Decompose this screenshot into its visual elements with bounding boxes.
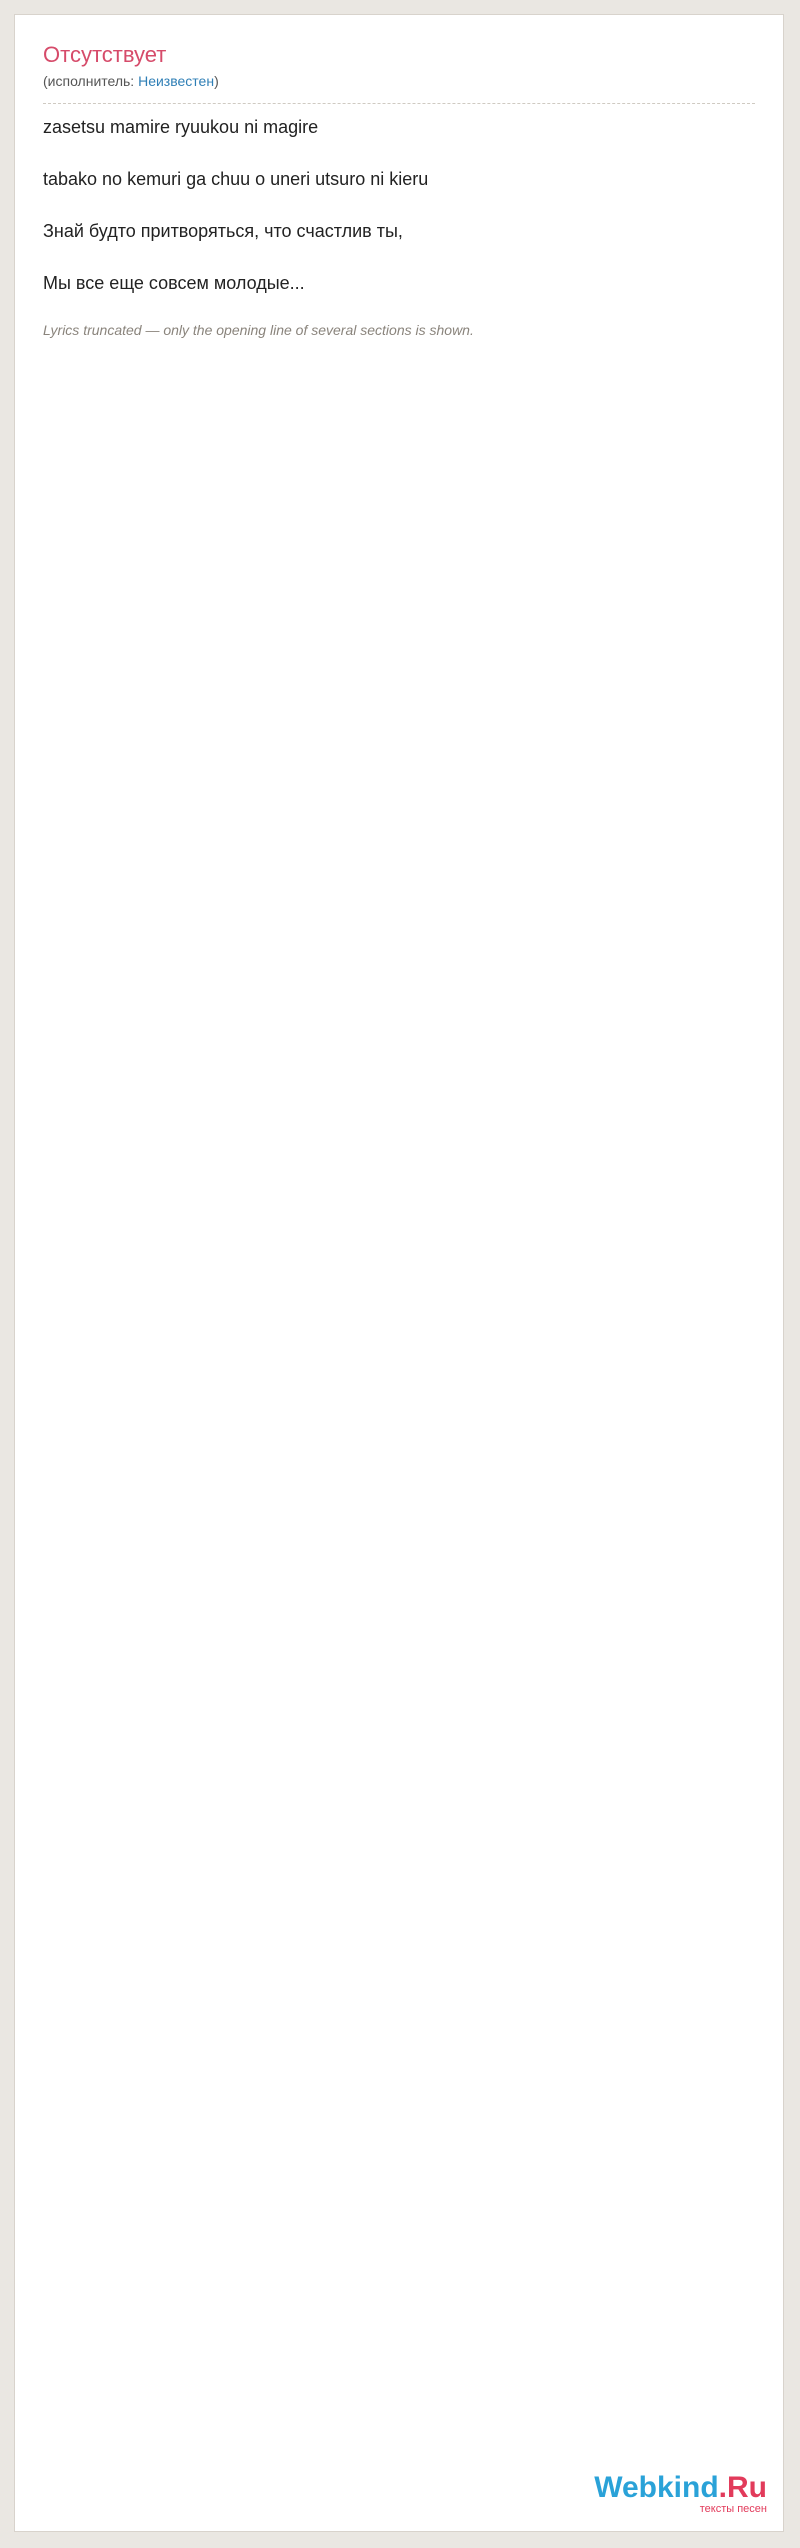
lyric-line: tabako no kemuri ga chuu o uneri utsuro ni kieru xyxy=(43,169,429,189)
lyrics-stanza xyxy=(43,166,755,192)
lyric-line: zasetsu mamire ryuukou ni magire xyxy=(43,117,319,137)
site-logo[interactable] xyxy=(594,2471,767,2515)
lyrics-stanza xyxy=(43,270,755,296)
performer-link[interactable]: Неизвестен xyxy=(138,73,215,89)
lyrics-stanza xyxy=(43,218,755,244)
song-title: Отсутствует xyxy=(43,42,167,67)
performer-line xyxy=(43,73,755,89)
performer-suffix: ) xyxy=(214,73,219,89)
logo-wordmark xyxy=(594,2471,767,2505)
truncation-note: Lyrics truncated — only the opening line of several sections is shown. xyxy=(43,322,474,338)
lyrics-body xyxy=(15,114,783,296)
logo-suffix: .Ru xyxy=(718,2471,767,2504)
lyric-line: Мы все еще совсем молодые... xyxy=(43,273,305,293)
logo-name: Webkind xyxy=(594,2471,719,2504)
lyrics-stanza xyxy=(43,114,755,140)
lyric-line: Знай будто притворяться, что счастлив ты, xyxy=(43,221,403,241)
header-divider xyxy=(43,103,755,104)
logo-tagline: тексты песен xyxy=(699,2503,767,2515)
lyrics-card xyxy=(14,14,784,2532)
performer-prefix: (исполнитель: xyxy=(43,73,139,89)
song-header xyxy=(15,15,783,89)
